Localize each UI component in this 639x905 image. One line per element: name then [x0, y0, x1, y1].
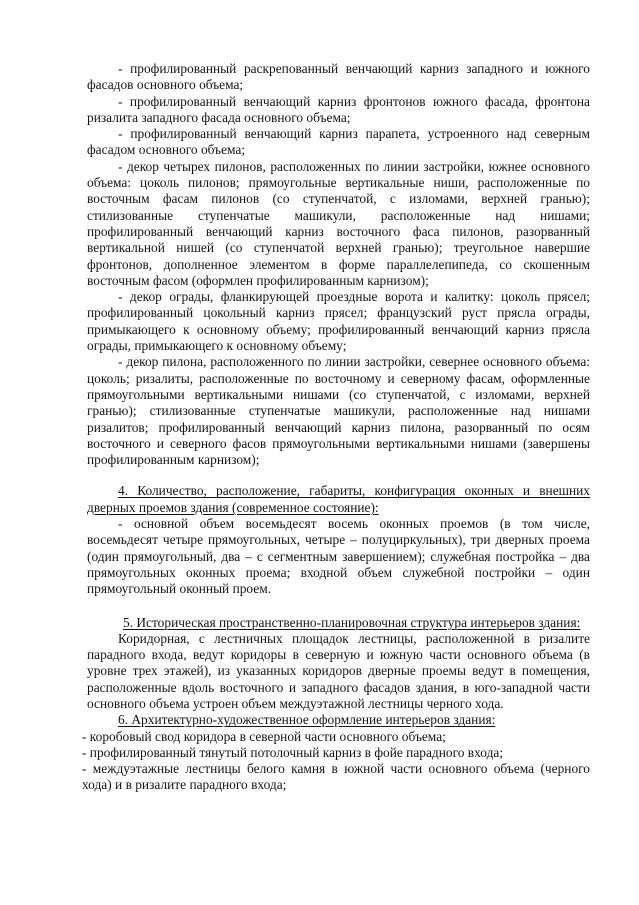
list-item: - декор ограды, фланкирующей проездные ворота и калитку: цоколь прясел; профилированный цокольный карниз прясел; французский руст прясла ограды, примыкающего к основному объему; профилированный венчающий карниз прясла ограды, примыкающего к основному объему;	[87, 289, 590, 354]
section-4-text: - основной объем восемьдесят восемь оконных проемов (в том числе, восемьдесят четыре прямоугольных, четыре – полуциркульных), три дверных проема (один прямоугольный, два – с сегментным завершением); служебная постройка – два прямоугольных оконных проема; входной объем служебной постройки – один прямоугольный оконный проем.	[87, 516, 590, 597]
section-5-text: Коридорная, с лестничных площадок лестницы, расположенной в ризалите парадного входа, ведут коридоры в северную и южную части основного объема (в уровне трех этажей), из указанных коридоров дверные проемы ведут в помещения, расположенные вдоль восточного и западного фасадов здания, в юго-западной части основного объема устроен объем междуэтажной лестницы черного хода.	[87, 630, 590, 711]
list-item: - профилированный венчающий карниз фронтонов южного фасада, фронтона ризалита западного фасада основного объема;	[87, 93, 590, 125]
list-item: - междуэтажные лестницы белого камня в южной части основного объема (черного хода) и в ризалите парадного входа;	[82, 761, 590, 793]
list-item: - декор четырех пилонов, расположенных по линии застройки, южнее основного объема: цоколь пилонов; прямоугольные вертикальные ниши, расположенные по восточным фасам пилонов (со ступенчатой, с изломами, верхней гранью); стилизованные ступенчатые машикули, расположенные над нишами; профилированный венчающий карниз восточного фаса пилонов, разорванный вертикальной нишей (со ступенчатой верхней гранью); треугольное навершие фронтонов, дополненное элементом в форме параллелепипеда, со скошенным восточным фасом (оформлен профилированным карнизом);	[87, 158, 590, 288]
list-item: - профилированный тянутый потолочный карниз в фойе парадного входа;	[82, 744, 504, 760]
list-item: - коробовый свод коридора в северной части основного объема;	[82, 728, 446, 744]
list-item: - профилированный венчающий карниз парапета, устроенного над северным фасадом основного объема;	[87, 126, 590, 158]
section-5-heading: 5. Историческая пространственно-планировочная структура интерьеров здания:	[123, 614, 581, 630]
list-item: - декор пилона, расположенного по линии застройки, севернее основного объема: цоколь; ризалиты, расположенные по восточному и северному фасам, оформленные прямоугольными вертикальными нишами (со ступенчатой, с изломами, верхней гранью); стилизованные ступенчатые машикули, расположенные над нишами ризалитов; профилированный венчающий карниз пилона, разорванный по осям восточного и северного фасов прямоугольными вертикальными нишами (завершены профилированным карнизом);	[87, 354, 590, 468]
document-body	[82, 61, 590, 794]
list-item: - профилированный раскрепованный венчающий карниз западного и южного фасадов основного объема;	[87, 61, 590, 93]
section-6-heading: 6. Архитектурно-художественное оформление интерьеров здания:	[118, 712, 496, 728]
section-4-heading: 4. Количество, расположение, габариты, конфигурация оконных и внешних дверных проемов здания (современное состояние):	[87, 483, 590, 515]
